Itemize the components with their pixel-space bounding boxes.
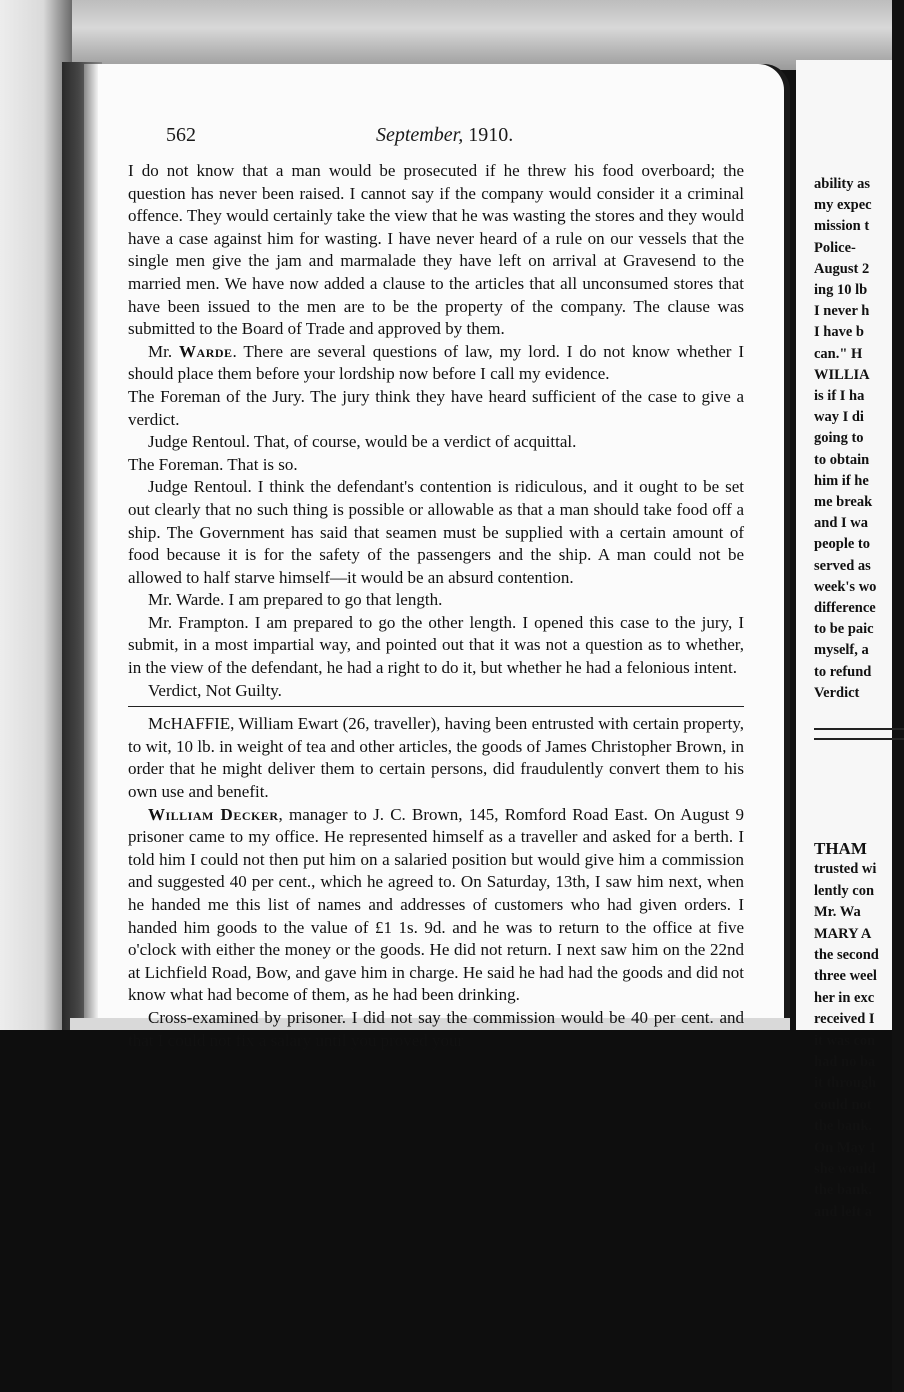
- facing-page-line: WILLIA: [814, 366, 870, 383]
- facing-page-line: difference: [814, 600, 876, 616]
- paragraph: The Foreman. That is so.: [128, 454, 298, 474]
- facing-page-line: me break: [814, 494, 873, 510]
- facing-page-line: THAM: [814, 839, 867, 858]
- facing-page-line: to obtain: [814, 451, 870, 468]
- facing-page-line: had no ba: [814, 1054, 876, 1070]
- header-month: September,: [376, 124, 464, 146]
- facing-page-line: Verdict: [814, 684, 860, 701]
- facing-page-line: the bank.: [814, 1182, 873, 1199]
- paragraph: Mr. Frampton. I am prepared to go the other length. I opened this case to the jury, I submit, in a most impartial way, and pointed out that it was not a question as to whether, in the view of the defendant, he had a right to do it, but whether he had a felonious intent.: [128, 612, 744, 678]
- paragraph: Judge Rentoul. I think the defendant's contention is ridiculous, and it ought to be set out clearly that no such thing is possible or allowable as that a man should take food off a ship. The Government has said that seamen must be supplied with a certain amount of food because it is for the safety of the passengers and the ship. A man could not be allowed to half starve himself—it would be an absurd contention.: [128, 477, 744, 587]
- facing-page-line: served as: [814, 557, 871, 574]
- facing-page-line: to be paic: [814, 621, 874, 638]
- page-body: [128, 160, 744, 1052]
- facing-page-line: the second: [814, 947, 879, 963]
- facing-page-line: myself, a: [814, 642, 869, 659]
- paragraph: Judge Rentoul. That, of course, would be a verdict of acquittal.: [148, 432, 577, 452]
- cross-examination: Cross-examined by prisoner. I did not say the commission would be 40 per cent. and that I could not fix a salary until you proved your: [128, 1007, 744, 1050]
- facing-page-line: and left a: [814, 1203, 872, 1220]
- facing-page-line: I have b: [814, 324, 864, 341]
- facing-page-rule: [814, 728, 904, 730]
- paragraph: The Foreman of the Jury. The jury think they have heard sufficient of the case to give a verdict.: [128, 386, 744, 429]
- section-divider: [128, 706, 744, 707]
- facing-page-rule: [814, 738, 904, 740]
- facing-page-line: her in exc: [814, 989, 875, 1006]
- paragraph: I do not know that a man would be prosecuted if he threw his food overboard; the question has never been raised. I cannot say if the company would consider it a criminal offence. They would certainly take the view that he was wasting the stores and they would have a case against him for wasting. I have never heard of a rule on our vessels that the single men give the jam and marmalade they have left on arrival at Gravesend to the married men. We have now added a clause to the articles that all unconsumed stores that have been issued to the men are to be the property of the company. The clause was submitted to the Board of Trade and approved by them.: [128, 161, 744, 339]
- facing-page-line: Police-: [814, 239, 856, 256]
- scan-top-band: [0, 0, 892, 70]
- facing-page-line: people to: [814, 536, 870, 553]
- facing-page-fragment: [796, 60, 892, 1220]
- facing-page-line: is if I ha: [814, 388, 865, 404]
- verdict: Verdict, Not Guilty.: [148, 680, 282, 700]
- facing-page-line: it through: [814, 1075, 877, 1092]
- facing-page-line: week's wo: [814, 578, 877, 595]
- paragraph: Mr. Warde. There are several questions of law, my lord. I do not know whether I should place them before your lordship now before I call my evidence.: [128, 341, 745, 384]
- page-header: [146, 124, 746, 150]
- facing-page-line: three weel: [814, 968, 877, 985]
- facing-page-line: it was con: [814, 1032, 876, 1049]
- facing-page-line: Mr. Wa: [814, 904, 861, 921]
- facing-page-line: trusted wi: [814, 861, 877, 878]
- witness-testimony: William Decker, manager to J. C. Brown, 145, Romford Road East. On August 9 prisoner came to my office. He represented himself as a traveller and asked for a berth. I told him I could not then put him on a salaried position but would give him a commission and suggested 40 per cent., which he agreed to. On Saturday, 13th, I saw him next, when he handed me this list of names and addresses of customers who had given orders. I handed him goods to the value of £1 1s. 9d. and he was to return to the office at five o'clock with either the money or the goods. He did not return. I next saw him on the 22nd at Lichfield Road, Bow, and gave him in charge. He said he had had the goods and did not know what had become of them, as he had been drinking.: [128, 804, 745, 1005]
- facing-page-line: could not: [814, 1096, 872, 1113]
- case-heading: McHAFFIE, William Ewart (26, traveller), having been entrusted with certain property, to wit, 10 lb. in weight of tea and other articles, the goods of James Christopher Brown, in order that he might deliver them to certain persons, did fraudulently convert them to his own use and benefit.: [128, 714, 744, 802]
- page-number: 562: [166, 124, 196, 146]
- facing-page-line: she would: [814, 1161, 876, 1177]
- facing-page-line: ability as: [814, 176, 870, 192]
- facing-page-line: and I wa: [814, 515, 868, 532]
- facing-page-line: I never h: [814, 303, 870, 320]
- facing-page-line: MARY A: [814, 925, 872, 942]
- facing-page-line: my expec: [814, 197, 872, 214]
- facing-page-line: mission t: [814, 218, 870, 235]
- facing-page-line: going to: [814, 430, 864, 447]
- facing-page-line: the bank.: [814, 1118, 873, 1135]
- speaker-name: Warde: [179, 341, 233, 361]
- header-year: 1910.: [468, 124, 514, 146]
- facing-page-line: him if he: [814, 472, 869, 489]
- page-gutter: [84, 64, 98, 1022]
- facing-page-line: ing 10 lb: [814, 282, 868, 298]
- facing-page-line: August 2: [814, 260, 870, 277]
- facing-page-line: can." H: [814, 345, 863, 362]
- scan-bottom-background: [0, 1030, 892, 1392]
- facing-page-line: received I: [814, 1011, 875, 1028]
- paragraph: Mr. Warde. I am prepared to go that length.: [148, 590, 443, 610]
- page-date: [376, 124, 513, 147]
- facing-page-line: lently con: [814, 882, 875, 899]
- facing-page-line: On May 1: [814, 1139, 877, 1156]
- facing-page-line: way I di: [814, 409, 864, 426]
- witness-name: William Decker: [148, 804, 279, 824]
- facing-page-line: to refund: [814, 663, 872, 680]
